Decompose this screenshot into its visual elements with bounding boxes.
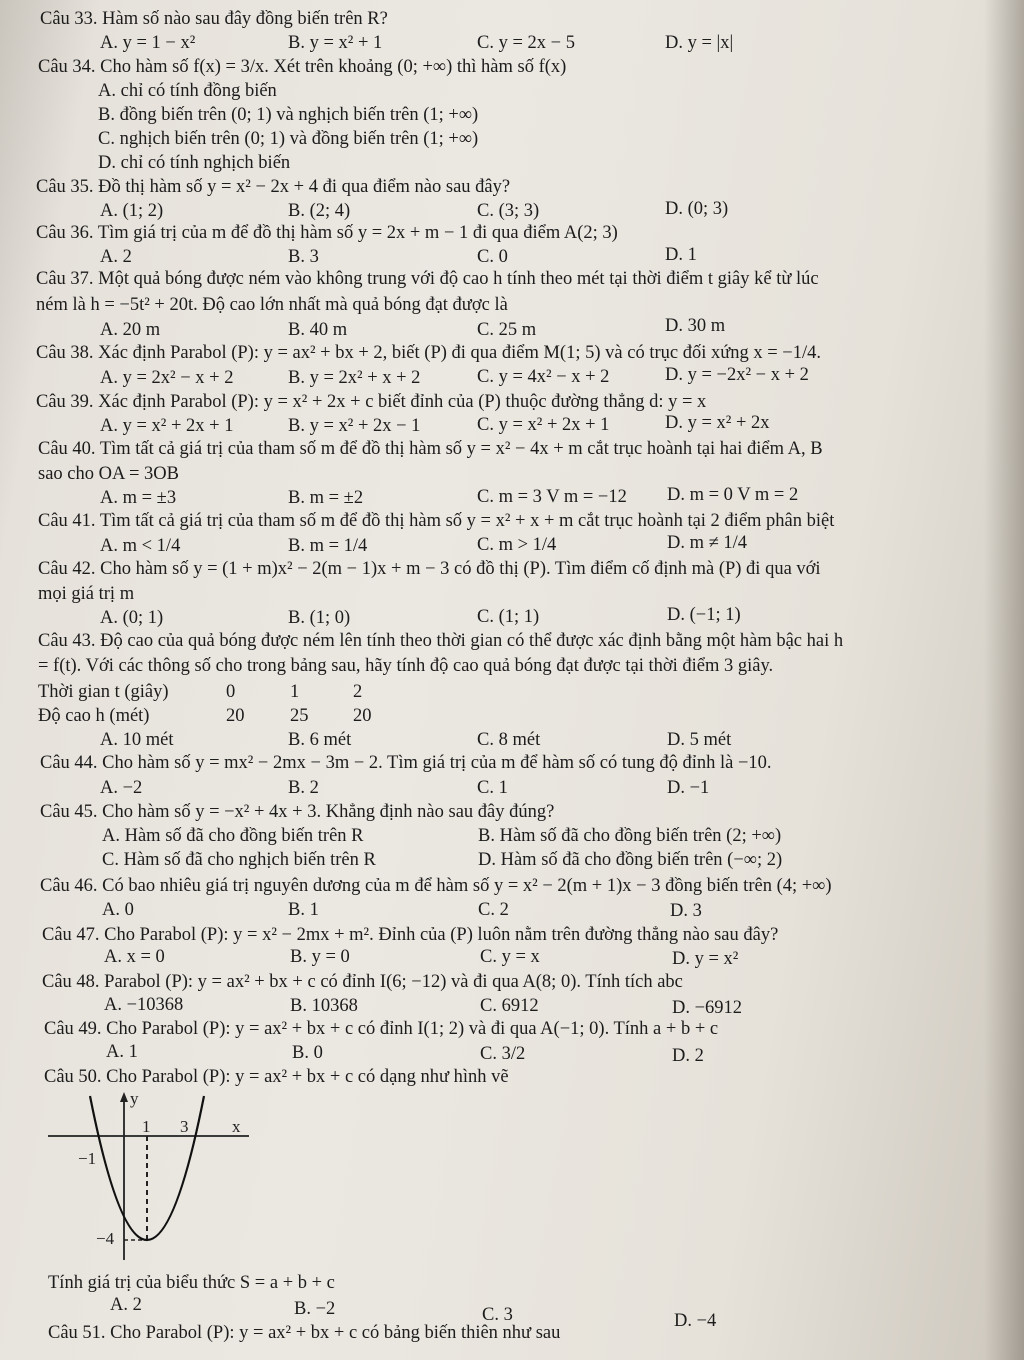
q33-option-d: D. y = |x| xyxy=(665,33,734,53)
q41-option-a: A. m < 1/4 xyxy=(100,536,181,556)
question-47-stem: Câu 47. Cho Parabol (P): y = x² − 2mx + m². Đỉnh của (P) luôn nằm trên đường thẳng nào sau đây? xyxy=(42,925,779,945)
q41-option-c: C. m > 1/4 xyxy=(477,535,557,555)
q44-option-c: C. 1 xyxy=(477,778,508,798)
question-50-stem-line1: Câu 50. Cho Parabol (P): y = ax² + bx + c có dạng như hình vẽ xyxy=(44,1067,509,1087)
q45-option-a: A. Hàm số đã cho đồng biến trên R xyxy=(102,826,364,846)
q50-option-c: C. 3 xyxy=(482,1305,513,1325)
question-50-stem-line2: Tính giá trị của biểu thức S = a + b + c xyxy=(48,1273,335,1293)
q42-option-c: C. (1; 1) xyxy=(477,607,540,627)
question-36-stem: Câu 36. Tìm giá trị của m để đồ thị hàm số y = 2x + m − 1 đi qua điểm A(2; 3) xyxy=(36,223,618,243)
q37-option-a: A. 20 m xyxy=(100,320,161,340)
question-37-stem-line2: ném là h = −5t² + 20t. Độ cao lớn nhất mà quả bóng đạt được là xyxy=(36,295,508,315)
question-51-stem: Câu 51. Cho Parabol (P): y = ax² + bx + c có bảng biến thiên như sau xyxy=(48,1323,561,1343)
q35-option-d: D. (0; 3) xyxy=(665,199,729,219)
q44-option-b: B. 2 xyxy=(288,778,319,798)
question-40-stem-line1: Câu 40. Tìm tất cả giá trị của tham số m để đồ thị hàm số y = x² − 4x + m cắt trục hoành tại hai điểm A, B xyxy=(38,439,823,459)
q43-option-c: C. 8 mét xyxy=(477,730,541,750)
q38-option-d: D. y = −2x² − x + 2 xyxy=(665,365,809,385)
q46-option-b: B. 1 xyxy=(288,900,319,920)
q45-option-b: B. Hàm số đã cho đồng biến trên (2; +∞) xyxy=(478,826,782,846)
question-45-stem: Câu 45. Cho hàm số y = −x² + 4x + 3. Khẳng định nào sau đây đúng? xyxy=(40,802,555,822)
table43-cell: 0 xyxy=(226,682,236,702)
q49-option-b: B. 0 xyxy=(292,1043,323,1063)
y-tick-minus1: −1 xyxy=(78,1149,97,1168)
q33-option-c: C. y = 2x − 5 xyxy=(477,33,575,53)
question-39-stem: Câu 39. Xác định Parabol (P): y = x² + 2x + c biết đỉnh của (P) thuộc đường thẳng d: y = x xyxy=(36,392,707,412)
q50-option-b: B. −2 xyxy=(294,1299,336,1319)
q49-option-d: D. 2 xyxy=(672,1046,704,1066)
question-49-stem: Câu 49. Cho Parabol (P): y = ax² + bx + c có đỉnh I(1; 2) và đi qua A(−1; 0). Tính a + b + c xyxy=(44,1019,719,1039)
q36-option-b: B. 3 xyxy=(288,247,319,267)
q42-option-d: D. (−1; 1) xyxy=(667,605,741,625)
q40-option-b: B. m = ±2 xyxy=(288,488,364,508)
question-37-stem-line1: Câu 37. Một quả bóng được ném vào không trung với độ cao h tính theo mét tại thời điểm t giây kể từ lúc xyxy=(36,269,819,289)
table43-cell: 2 xyxy=(353,682,363,702)
q43-option-a: A. 10 mét xyxy=(100,730,174,750)
q41-option-d: D. m ≠ 1/4 xyxy=(667,533,748,553)
q40-option-a: A. m = ±3 xyxy=(100,488,177,508)
q43-option-d: D. 5 mét xyxy=(667,730,732,750)
q50-option-d: D. −4 xyxy=(674,1311,717,1331)
q37-option-d: D. 30 m xyxy=(665,316,726,336)
q48-option-c: C. 6912 xyxy=(480,996,539,1016)
q46-option-d: D. 3 xyxy=(670,901,702,921)
q36-option-a: A. 2 xyxy=(100,247,132,267)
q35-option-b: B. (2; 4) xyxy=(288,201,351,221)
q34-option-d: D. chỉ có tính nghịch biến xyxy=(98,153,291,173)
q45-option-d: D. Hàm số đã cho đồng biến trên (−∞; 2) xyxy=(478,850,783,870)
y-axis-label: y xyxy=(130,1089,139,1108)
table43-cell: 20 xyxy=(226,706,245,726)
q44-option-a: A. −2 xyxy=(100,778,143,798)
q44-option-d: D. −1 xyxy=(667,778,710,798)
q48-option-d: D. −6912 xyxy=(672,998,743,1018)
page-fold-shadow xyxy=(984,0,1024,1360)
question-42-stem-line2: mọi giá trị m xyxy=(38,584,135,604)
question-43-stem-line1: Câu 43. Độ cao của quả bóng được ném lên tính theo thời gian có thể được xác định bằng một hàm bậc hai h xyxy=(38,631,844,651)
q48-option-a: A. −10368 xyxy=(104,995,184,1015)
question-43-stem-line2: = f(t). Với các thông số cho trong bảng sau, hãy tính độ cao quả bóng đạt được tại thời điểm 3 giây. xyxy=(38,656,774,676)
question-35-stem: Câu 35. Đồ thị hàm số y = x² − 2x + 4 đi qua điểm nào sau đây? xyxy=(36,177,511,197)
q37-option-b: B. 40 m xyxy=(288,320,348,340)
parabola-graph xyxy=(44,1088,254,1264)
question-48-stem: Câu 48. Parabol (P): y = ax² + bx + c có đỉnh I(6; −12) và đi qua A(8; 0). Tính tích abc xyxy=(42,972,683,992)
q34-option-a: A. chỉ có tính đồng biến xyxy=(98,81,277,101)
q38-option-a: A. y = 2x² − x + 2 xyxy=(100,368,234,388)
q50-option-a: A. 2 xyxy=(110,1295,142,1315)
q49-option-a: A. 1 xyxy=(106,1042,138,1062)
q47-option-a: A. x = 0 xyxy=(104,947,165,967)
q40-option-c: C. m = 3 V m = −12 xyxy=(477,487,627,507)
q42-option-b: B. (1; 0) xyxy=(288,608,351,628)
q46-option-a: A. 0 xyxy=(102,900,134,920)
q36-option-c: C. 0 xyxy=(477,247,508,267)
q47-option-b: B. y = 0 xyxy=(290,947,350,967)
q43-option-b: B. 6 mét xyxy=(288,730,352,750)
q40-option-d: D. m = 0 V m = 2 xyxy=(667,485,799,505)
x-tick-3: 3 xyxy=(180,1117,189,1136)
q39-option-d: D. y = x² + 2x xyxy=(665,413,770,433)
q36-option-d: D. 1 xyxy=(665,245,697,265)
question-42-stem-line1: Câu 42. Cho hàm số y = (1 + m)x² − 2(m − 1)x + m − 3 có đồ thị (P). Tìm điểm cố định mà (P) đi qua với xyxy=(38,559,821,579)
x-axis-label: x xyxy=(232,1117,241,1136)
y-tick-minus4: −4 xyxy=(96,1229,115,1248)
question-33-stem: Câu 33. Hàm số nào sau đây đồng biến trên R? xyxy=(40,9,388,29)
q42-option-a: A. (0; 1) xyxy=(100,608,164,628)
q35-option-a: A. (1; 2) xyxy=(100,201,164,221)
q38-option-c: C. y = 4x² − x + 2 xyxy=(477,367,610,387)
table43-row2-label: Độ cao h (mét) xyxy=(38,706,150,726)
q35-option-c: C. (3; 3) xyxy=(477,201,540,221)
question-40-stem-line2: sao cho OA = 3OB xyxy=(38,464,179,484)
q45-option-c: C. Hàm số đã cho nghịch biến trên R xyxy=(102,850,376,870)
y-axis-arrow xyxy=(120,1092,128,1102)
question-46-stem: Câu 46. Có bao nhiêu giá trị nguyên dương của m để hàm số y = x² − 2(m + 1)x − 3 đồng biến trên (4; +∞) xyxy=(40,876,832,896)
parabola-svg xyxy=(44,1088,254,1264)
q47-option-c: C. y = x xyxy=(480,947,540,967)
table43-cell: 25 xyxy=(290,706,309,726)
q46-option-c: C. 2 xyxy=(478,900,509,920)
table43-cell: 1 xyxy=(290,682,300,702)
table43-cell: 20 xyxy=(353,706,372,726)
q41-option-b: B. m = 1/4 xyxy=(288,536,368,556)
q33-option-a: A. y = 1 − x² xyxy=(100,33,196,53)
q34-option-c: C. nghịch biến trên (0; 1) và đồng biến trên (1; +∞) xyxy=(98,129,479,149)
q33-option-b: B. y = x² + 1 xyxy=(288,33,383,53)
question-44-stem: Câu 44. Cho hàm số y = mx² − 2mx − 3m − 2. Tìm giá trị của m để hàm số có tung độ đỉnh là −10. xyxy=(40,753,772,773)
q39-option-c: C. y = x² + 2x + 1 xyxy=(477,415,610,435)
table43-row1-label: Thời gian t (giây) xyxy=(38,682,169,702)
question-41-stem: Câu 41. Tìm tất cả giá trị của tham số m để đồ thị hàm số y = x² + x + m cắt trục hoành tại 2 điểm phân biệt xyxy=(38,511,835,531)
question-34-stem: Câu 34. Cho hàm số f(x) = 3/x. Xét trên khoảng (0; +∞) thì hàm số f(x) xyxy=(38,57,567,77)
q34-option-b: B. đồng biến trên (0; 1) và nghịch biến trên (1; +∞) xyxy=(98,105,479,125)
q39-option-a: A. y = x² + 2x + 1 xyxy=(100,416,234,436)
q37-option-c: C. 25 m xyxy=(477,320,537,340)
q47-option-d: D. y = x² xyxy=(672,949,739,969)
x-tick-1: 1 xyxy=(142,1117,151,1136)
q49-option-c: C. 3/2 xyxy=(480,1044,526,1064)
question-38-stem: Câu 38. Xác định Parabol (P): y = ax² + bx + 2, biết (P) đi qua điểm M(1; 5) và có trục đối xứng x = −1/4. xyxy=(36,343,822,363)
q48-option-b: B. 10368 xyxy=(290,996,358,1016)
q38-option-b: B. y = 2x² + x + 2 xyxy=(288,368,421,388)
q39-option-b: B. y = x² + 2x − 1 xyxy=(288,416,421,436)
